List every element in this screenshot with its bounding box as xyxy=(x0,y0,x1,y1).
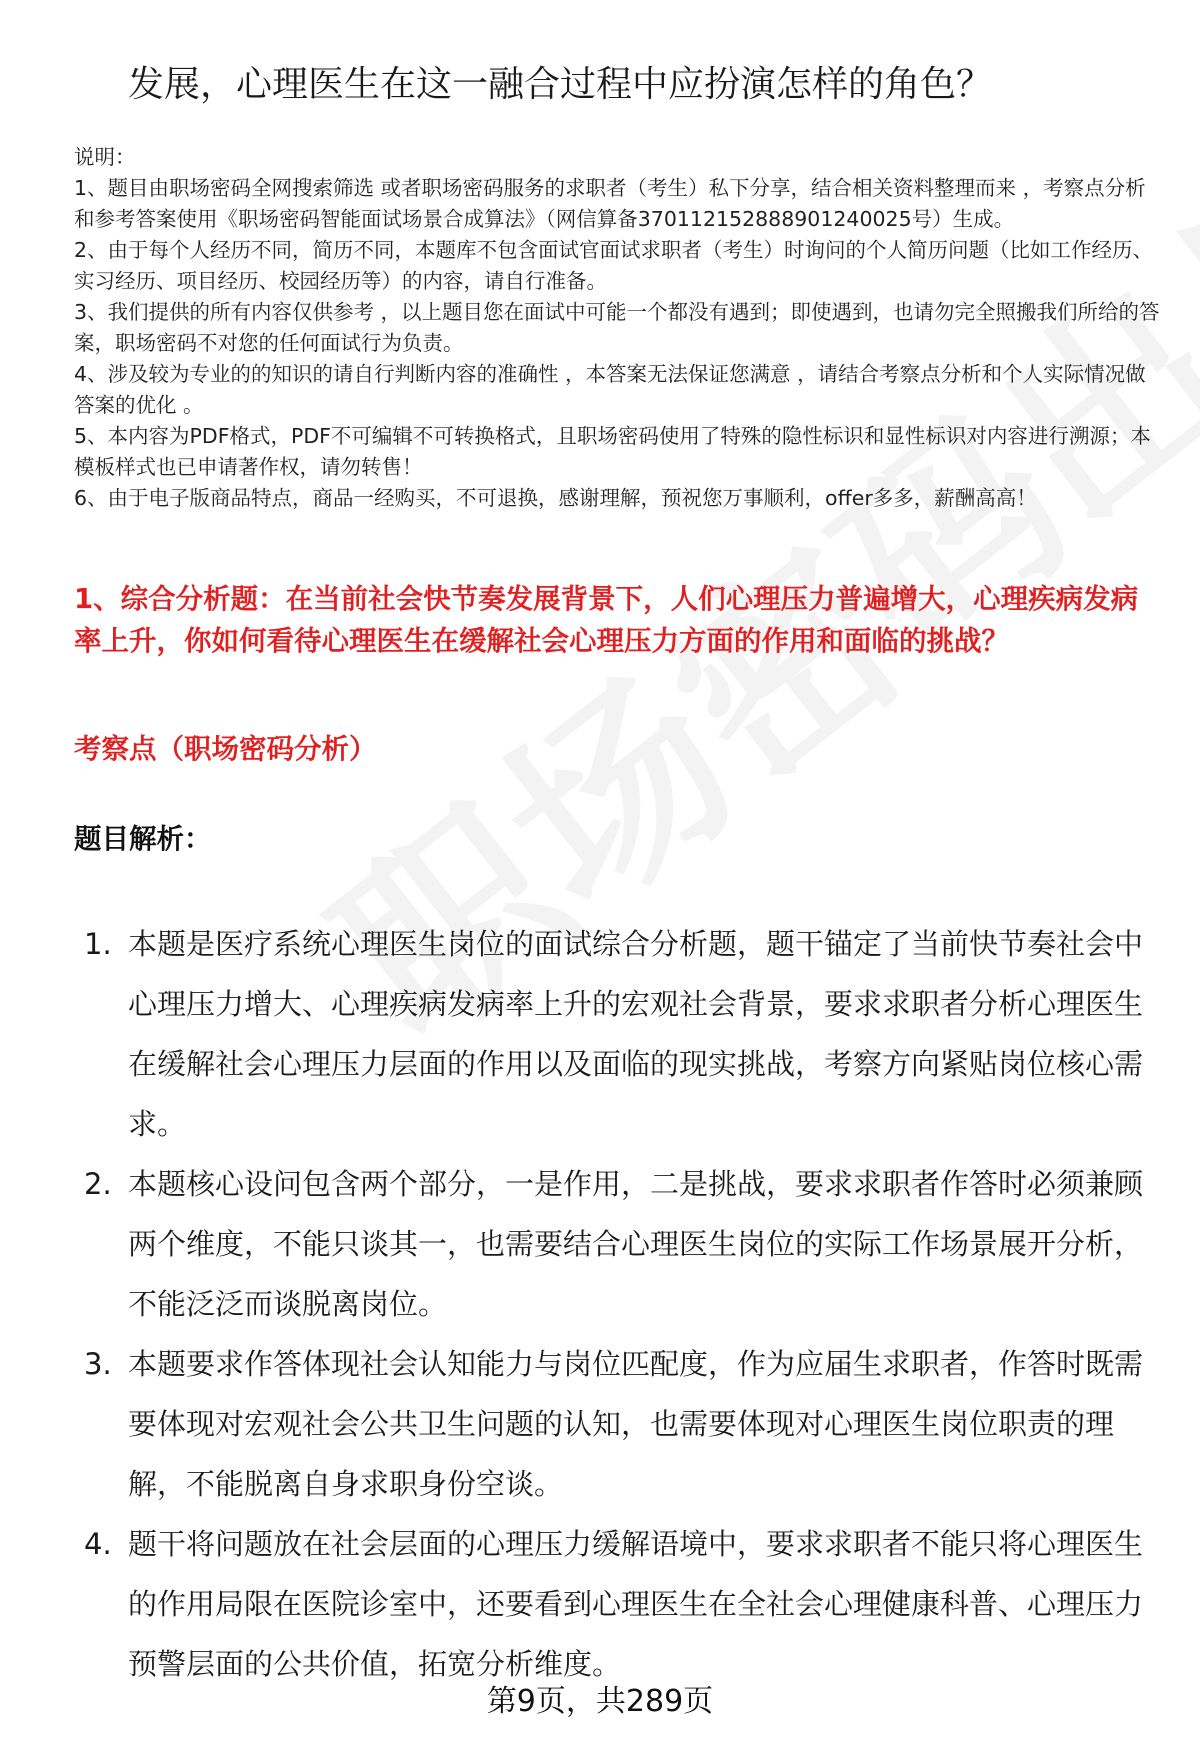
analysis-item-number: 1. xyxy=(84,927,112,961)
note-item: 2、由于每个人经历不同，简历不同，本题库不包含面试官面试求职者（考生）时询问的个人简历问题（比如工作经历、实习经历、项目经历、校园经历等）的内容，请自行准备。 xyxy=(74,238,1154,293)
analysis-list xyxy=(84,914,1144,1694)
analysis-item-text: 本题核心设问包含两个部分，一是作用，二是挑战，要求求职者作答时必须兼顾两个维度，不能只谈其一，也需要结合心理医生岗位的实际工作场景展开分析，不能泛泛而谈脱离岗位。 xyxy=(128,1167,1144,1321)
note-item: 3、我们提供的所有内容仅供参考 ，以上题目您在面试中可能一个都没有遇到；即使遇到，也请勿完全照搬我们所给的答案，职场密码不对您的任何面试行为负责。 xyxy=(74,300,1160,355)
previous-question-tail: 发展，心理医生在这一融合过程中应扮演怎样的角色？ xyxy=(128,64,993,105)
note-item: 4、涉及较为专业的的知识的请自行判断内容的准确性 ，本答案无法保证您满意 ，请结合考察点分析和个人实际情况做答案的优化 。 xyxy=(74,362,1146,417)
note-item: 6、由于电子版商品特点，商品一经购买，不可退换，感谢理解，预祝您万事顺利，offer多多，薪酬高高！ xyxy=(74,486,1037,510)
analysis-item-text: 题干将问题放在社会层面的心理压力缓解语境中，要求求职者不能只将心理医生的作用局限在医院诊室中，还要看到心理医生在全社会心理健康科普、心理压力预警层面的公共价值，拓宽分析维度。 xyxy=(128,1527,1144,1681)
analysis-item-text: 本题是医疗系统心理医生岗位的面试综合分析题，题干锚定了当前快节奏社会中心理压力增大、心理疾病发病率上升的宏观社会背景，要求求职者分析心理医生在缓解社会心理压力层面的作用以及面临的现实挑战，考察方向紧贴岗位核心需求。 xyxy=(128,927,1144,1141)
analysis-item xyxy=(84,1154,1144,1334)
analysis-item-number: 2. xyxy=(84,1167,112,1201)
analysis-item xyxy=(84,914,1144,1154)
analysis-item-text: 本题要求作答体现社会认知能力与岗位匹配度，作为应届生求职者，作答时既需要体现对宏观社会公共卫生问题的认知，也需要体现对心理医生岗位职责的理解，不能脱离自身求职身份空谈。 xyxy=(128,1347,1144,1501)
note-item: 1、题目由职场密码全网搜索筛选 或者职场密码服务的求职者（考生）私下分享，结合相关资料整理而来 ，考察点分析和参考答案使用《职场密码智能面试场景合成算法》（网信算备370112152888901240025号）生成。 xyxy=(74,176,1146,231)
analysis-item xyxy=(84,1334,1144,1514)
notes-title: 说明： xyxy=(74,145,136,169)
analysis-item-number: 3. xyxy=(84,1347,112,1381)
question-title: 1、综合分析题：在当前社会快节奏发展背景下，人们心理压力普遍增大，心理疾病发病率上升，你如何看待心理医生在缓解社会心理压力方面的作用和面临的挑战？ xyxy=(74,583,1139,657)
analysis-item-number: 4. xyxy=(84,1527,112,1561)
exam-point-title: 考察点（职场密码分析） xyxy=(74,733,377,765)
analysis-heading: 题目解析： xyxy=(74,823,212,855)
analysis-item xyxy=(84,1514,1144,1694)
page-number: 第9页，共289页 xyxy=(486,1684,714,1719)
note-item: 5、本内容为PDF格式，PDF不可编辑不可转换格式，且职场密码使用了特殊的隐性标识和显性标识对内容进行溯源；本模板样式也已申请著作权，请勿转售！ xyxy=(74,424,1151,479)
notes-section xyxy=(74,142,1164,514)
